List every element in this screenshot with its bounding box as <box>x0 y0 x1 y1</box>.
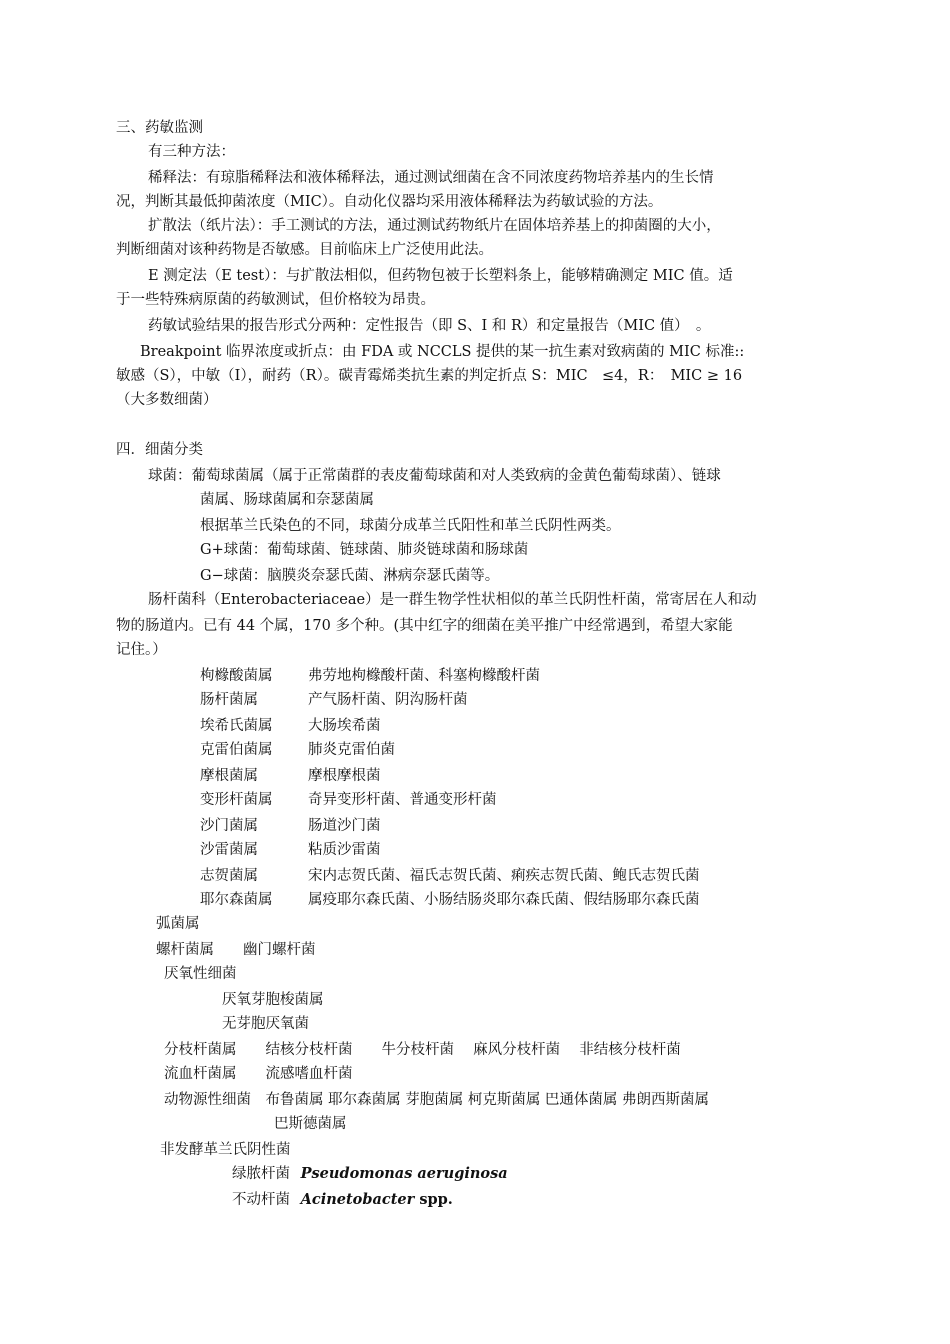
zoonotic-row-line1: 动物源性细菌 布鲁菌属 耶尔森菌属 芽胞菌属 柯克斯菌属 巴通体菌属 弗朗西斯菌属 <box>164 1092 710 1108</box>
cocci-gram-note: 根据革兰氏染色的不同，球菌分成革兰氏阳性和革兰氏阴性两类。 <box>200 518 621 534</box>
genus-name: 摩根菌属 <box>200 768 258 784</box>
genus-species: 宋内志贺氏菌、福氏志贺氏菌、痢疾志贺氏菌、鲍氏志贺氏菌 <box>308 868 700 884</box>
acinetobacter-spp: spp. <box>414 1191 453 1208</box>
genus-row <box>200 866 820 886</box>
zoonotic-row-line2: 巴斯德菌属 <box>274 1116 347 1132</box>
genus-name: 耶尔森菌属 <box>200 892 273 908</box>
genus-name: 沙雷菌属 <box>200 842 258 858</box>
paragraph-breakpoint-line3: （大多数细菌） <box>116 392 218 408</box>
paragraph-breakpoint-line2: 敏感（S），中敏（I），耐药（R）。碳青霉烯类抗生素的判定折点 S：MIC ≤4，R： MIC ≥ 16 <box>116 368 743 384</box>
paragraph-etest-line2: 于一些特殊病原菌的药敏测试，但价格较为昂贵。 <box>116 292 435 308</box>
genus-name: 克雷伯菌属 <box>200 742 273 758</box>
acinetobacter-row <box>232 1190 453 1210</box>
genus-species: 肠道沙门菌 <box>308 818 381 834</box>
enterobacteriaceae-line3: 记住。） <box>116 642 167 658</box>
genus-name: 变形杆菌属 <box>200 792 273 808</box>
haemophilus-row: 流血杆菌属 流感嗜血杆菌 <box>164 1066 353 1082</box>
genus-name: 埃希氏菌属 <box>200 718 273 734</box>
pseudomonas-latin: Pseudomonas aeruginosa <box>300 1165 508 1182</box>
enterobacteriaceae-line1: 肠杆菌科（Enterobacteriaceae）是一群生物学性状相似的革兰氏阴性杆菌，常寄居在人和动 <box>148 592 757 608</box>
pseudomonas-row <box>232 1164 508 1184</box>
genus-row <box>200 740 820 760</box>
genus-species: 大肠埃希菌 <box>308 718 381 734</box>
acinetobacter-latin: Acinetobacter <box>300 1191 415 1208</box>
genus-row <box>200 666 820 686</box>
section3-heading: 三、药敏监测 <box>116 120 203 136</box>
section4-heading: 四．细菌分类 <box>116 442 203 458</box>
nonfermenter-heading: 非发酵革兰氏阴性菌 <box>160 1142 291 1158</box>
enterobacteriaceae-line2: 物的肠道内。已有 44 个属，170 多个种。(其中红字的细菌在美平推广中经常遇到，希望大家能 <box>116 618 733 634</box>
genus-row <box>200 816 820 836</box>
paragraph-breakpoint-line1: Breakpoint 临界浓度或折点：由 FDA 或 NCCLS 提供的某一抗生素对致病菌的 MIC 标准:: <box>140 344 745 360</box>
cocci-line1: 球菌：葡萄球菌属（属于正常菌群的表皮葡萄球菌和对人类致病的金黄色葡萄球菌）、链球 <box>148 468 721 484</box>
acinetobacter-cn: 不动杆菌 <box>232 1192 290 1208</box>
anaerobe-clostridium: 厌氧芽胞梭菌属 <box>222 992 324 1008</box>
genus-name: 沙门菌属 <box>200 818 258 834</box>
genus-species: 摩根摩根菌 <box>308 768 381 784</box>
genus-row <box>200 716 820 736</box>
cocci-gram-positive: G+球菌：葡萄球菌、链球菌、肺炎链球菌和肠球菌 <box>200 542 529 558</box>
genus-species: 奇异变形杆菌、普通变形杆菌 <box>308 792 497 808</box>
genus-row <box>200 890 820 910</box>
anaerobe-heading: 厌氧性细菌 <box>164 966 237 982</box>
genus-row <box>200 790 820 810</box>
genus-row <box>200 766 820 786</box>
helicobacter-genus: 螺杆菌属 幽门螺杆菌 <box>156 942 316 958</box>
paragraph-etest-line1: E 测定法（E test）：与扩散法相似，但药物包被于长塑料条上，能够精确测定 MIC 值。适 <box>148 268 733 284</box>
cocci-gram-negative: G−球菌：脑膜炎奈瑟氏菌、淋病奈瑟氏菌等。 <box>200 568 500 584</box>
genus-species: 粘质沙雷菌 <box>308 842 381 858</box>
vibrio-genus: 弧菌属 <box>156 916 200 932</box>
anaerobe-non-spore: 无芽胞厌氧菌 <box>222 1016 309 1032</box>
genus-row <box>200 690 820 710</box>
pseudomonas-cn: 绿脓杆菌 <box>232 1166 290 1182</box>
genus-name: 肠杆菌属 <box>200 692 258 708</box>
genus-name: 枸橼酸菌属 <box>200 668 273 684</box>
paragraph-dilution-line1: 稀释法：有琼脂稀释法和液体稀释法，通过测试细菌在含不同浓度药物培养基内的生长情 <box>148 170 714 186</box>
genus-name: 志贺菌属 <box>200 868 258 884</box>
genus-species: 弗劳地枸橼酸杆菌、科塞枸橼酸杆菌 <box>308 668 540 684</box>
paragraph-report-forms: 药敏试验结果的报告形式分两种：定性报告（即 S、I 和 R）和定量报告（MIC 值） 。 <box>148 318 711 334</box>
genus-species: 肺炎克雷伯菌 <box>308 742 395 758</box>
genus-species: 产气肠杆菌、阴沟肠杆菌 <box>308 692 468 708</box>
paragraph-diffusion-line2: 判断细菌对该种药物是否敏感。目前临床上广泛使用此法。 <box>116 242 493 258</box>
mycobacterium-row: 分枝杆菌属 结核分枝杆菌 牛分枝杆菌 麻风分枝杆菌 非结核分枝杆菌 <box>164 1042 681 1058</box>
genus-row <box>200 840 820 860</box>
genus-species: 属疫耶尔森氏菌、小肠结肠炎耶尔森氏菌、假结肠耶尔森氏菌 <box>308 892 700 908</box>
cocci-line2: 菌属、肠球菌属和奈瑟菌属 <box>200 492 374 508</box>
paragraph-dilution-line2: 况，判断其最低抑菌浓度（MIC）。自动化仪器均采用液体稀释法为药敏试验的方法。 <box>116 194 663 210</box>
paragraph-diffusion-line1: 扩散法（纸片法）：手工测试的方法，通过测试药物纸片在固体培养基上的抑菌圈的大小， <box>148 218 721 234</box>
paragraph-methods-intro: 有三种方法： <box>148 144 235 160</box>
